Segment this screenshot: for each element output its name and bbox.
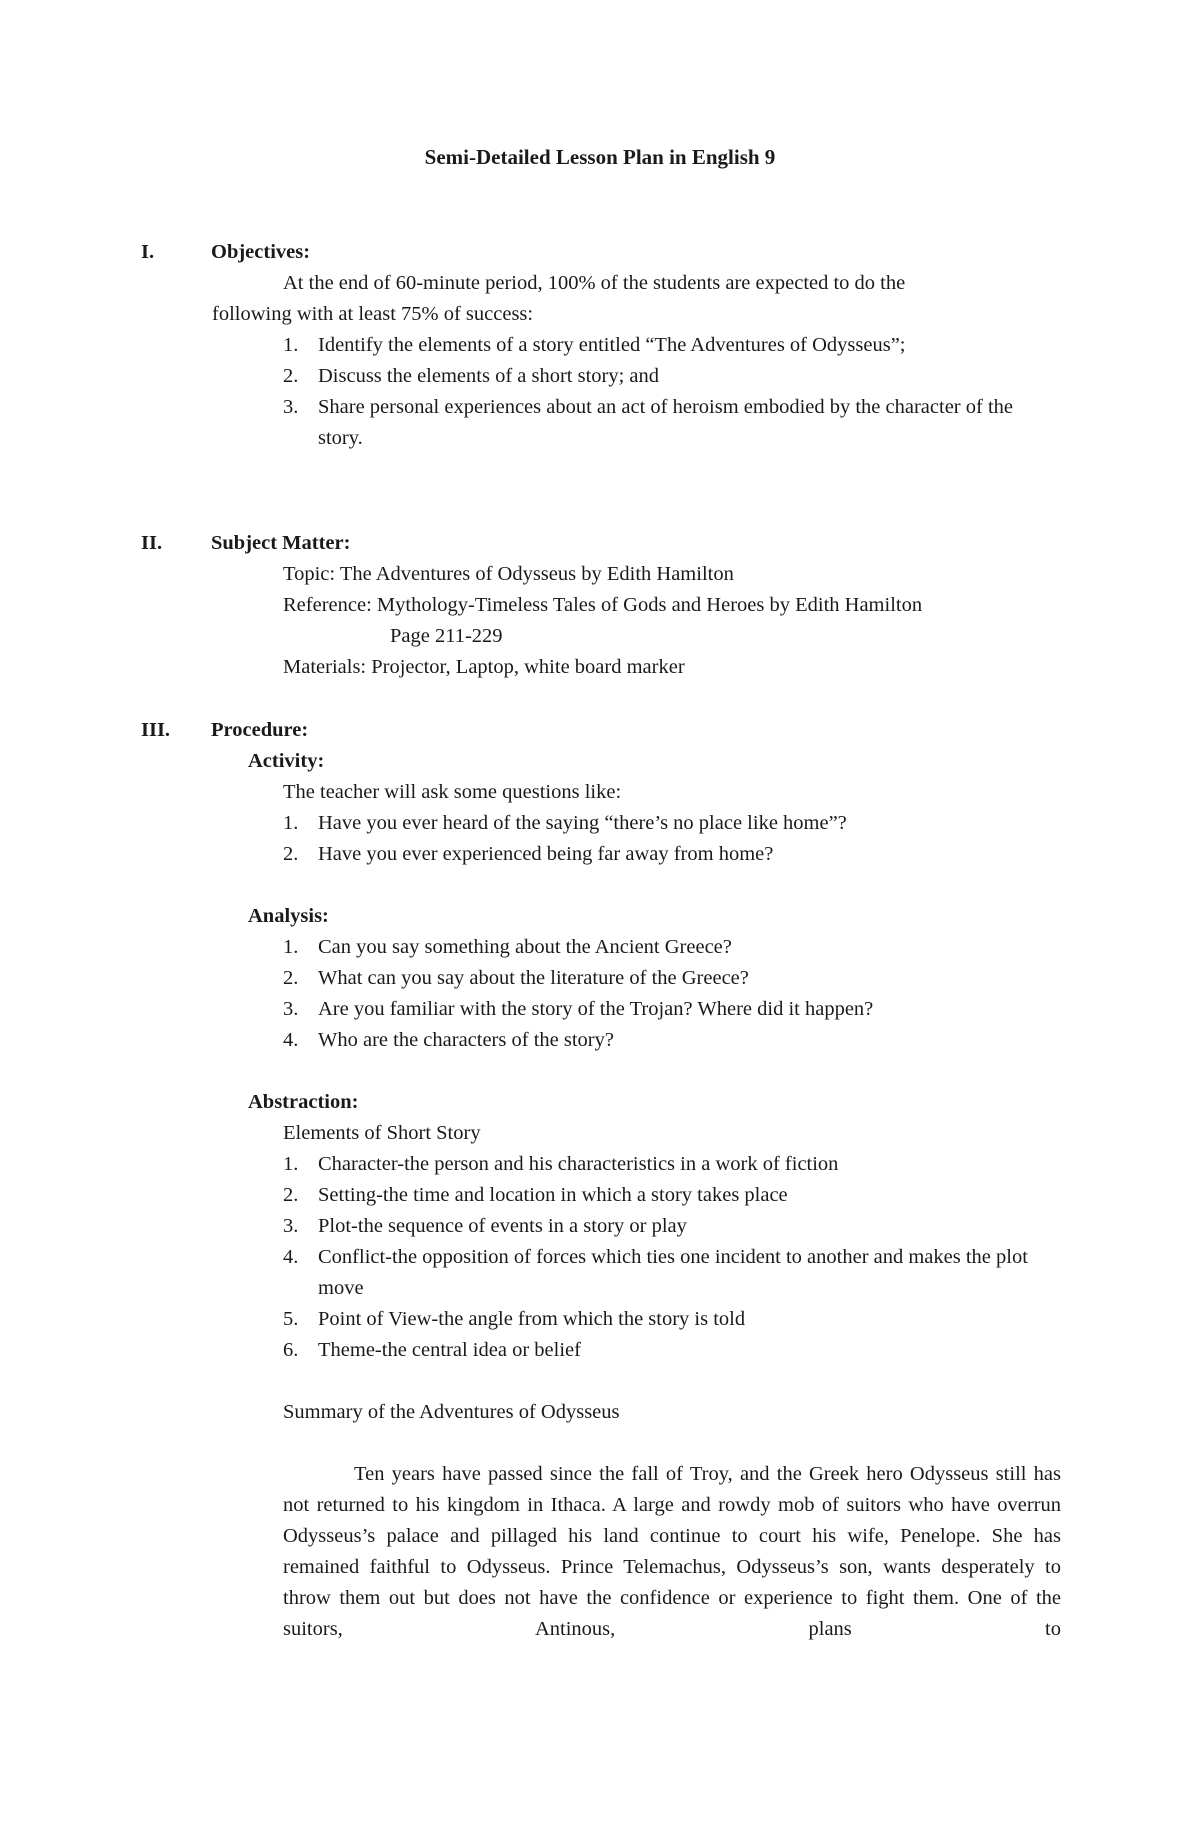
list-item: 3. Plot-the sequence of events in a story or play: [283, 1215, 687, 1237]
reference-page: Page 211-229: [390, 625, 503, 647]
list-item: 1. Identify the elements of a story entitled “The Adventures of Odysseus”;: [283, 334, 906, 356]
section-number: I.: [141, 241, 155, 263]
objectives-list: [212, 330, 1062, 454]
section-number: II.: [141, 532, 163, 554]
activity-intro: The teacher will ask some questions like:: [283, 781, 622, 803]
subject-matter-body: [212, 559, 1062, 683]
section-procedure-heading: [141, 715, 1041, 746]
summary-title: Summary of the Adventures of Odysseus: [283, 1401, 620, 1423]
list-item: 1. Have you ever heard of the saying “there’s no place like home”?: [283, 812, 847, 834]
abstraction-intro: Elements of Short Story: [283, 1122, 481, 1144]
list-item: 4. Who are the characters of the story?: [283, 1029, 614, 1051]
list-item: 4. Conflict-the opposition of forces which ties one incident to another and makes the plot move: [283, 1246, 1028, 1299]
section-objectives-heading: [141, 237, 1041, 268]
list-item: 5. Point of View-the angle from which the story is told: [283, 1308, 746, 1330]
list-item: 3. Are you familiar with the story of the Trojan? Where did it happen?: [283, 998, 874, 1020]
list-item: 2. Discuss the elements of a short story; and: [283, 365, 660, 387]
list-item: 3. Share personal experiences about an act of heroism embodied by the character of the story.: [283, 396, 1013, 449]
objectives-intro-line1: At the end of 60-minute period, 100% of the students are expected to do the: [283, 272, 906, 294]
list-item: 1. Can you say something about the Ancient Greece?: [283, 936, 732, 958]
topic-line: Topic: The Adventures of Odysseus by Edith Hamilton: [283, 563, 734, 585]
activity-heading: Activity:: [248, 750, 325, 772]
section-title: Procedure:: [211, 719, 309, 741]
list-item: 2. What can you say about the literature of the Greece?: [283, 967, 749, 989]
section-title: Subject Matter:: [211, 532, 351, 554]
abstraction-heading: Abstraction:: [248, 1091, 359, 1113]
objectives-body: [212, 268, 1062, 454]
list-item: 2. Have you ever experienced being far away from home?: [283, 843, 774, 865]
document-title: Semi-Detailed Lesson Plan in English 9: [424, 145, 776, 169]
objectives-intro-line2: following with at least 75% of success:: [212, 303, 534, 325]
analysis-heading: Analysis:: [248, 905, 329, 927]
reference-line: Reference: Mythology-Timeless Tales of Gods and Heroes by Edith Hamilton: [283, 594, 923, 616]
list-item: 1. Character-the person and his characteristics in a work of fiction: [283, 1153, 839, 1175]
materials-line: Materials: Projector, Laptop, white board marker: [283, 656, 685, 678]
abstraction-list: [212, 1149, 1062, 1366]
procedure-body: [212, 746, 1062, 1645]
activity-list: [212, 808, 1062, 870]
analysis-list: [212, 932, 1062, 1056]
summary-paragraph: Ten years have passed since the fall of Troy, and the Greek hero Odysseus still has not returned to his kingdom in Ithaca. A large and rowdy mob of suitors who have overrun Odysseus’s palace and pillaged his land continue to court his wife, Penelope. She has remained faithful to Odysseus. Prince Telemachus, Odysseus’s son, wants desperately to throw them out but does not have the confidence or experience to fight them. One of the suitors, Antinous, plans to: [283, 1463, 1061, 1640]
section-title: Objectives:: [211, 241, 311, 263]
list-item: 6. Theme-the central idea or belief: [283, 1339, 581, 1361]
section-number: III.: [141, 719, 171, 741]
section-subject-matter-heading: [141, 528, 1041, 559]
list-item: 2. Setting-the time and location in which a story takes place: [283, 1184, 788, 1206]
